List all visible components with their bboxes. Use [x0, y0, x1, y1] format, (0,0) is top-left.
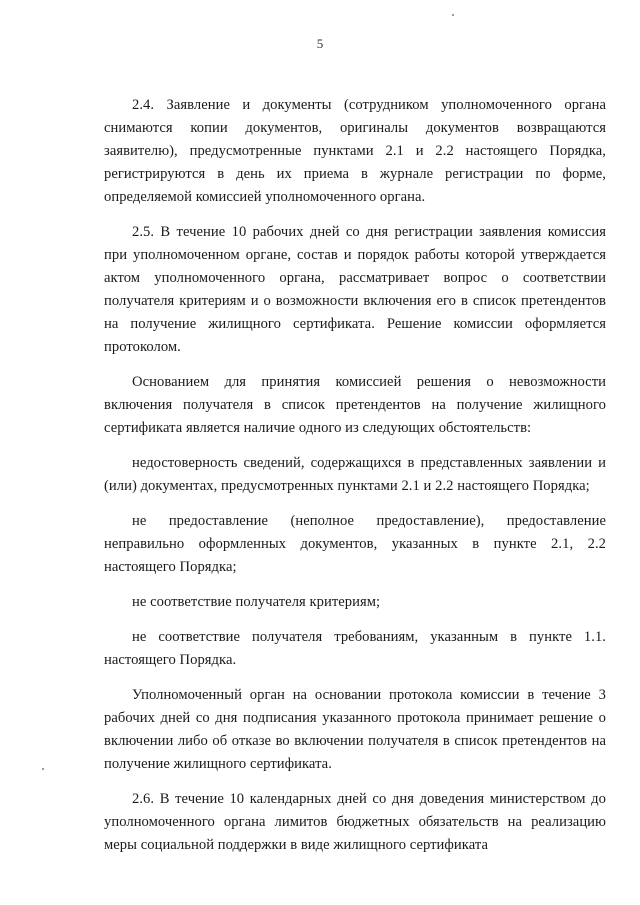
paragraph-refusal-grounds: Основанием для принятия комиссией решения о невозможности включения получателя в список претендентов на получение жилищного сертификата является наличие одного из следующих обстоятельств: [104, 374, 606, 436]
paragraph-2-6: 2.6. В течение 10 календарных дней со дня доведения министерством до уполномоченного органа лимитов бюджетных обязательств на реализацию меры социальной поддержки в виде жилищного сертификата [104, 791, 606, 853]
page-number: 5 [316, 36, 324, 51]
list-item-missing-documents: не предоставление (неполное предоставление), предоставление неправильно оформленных документов, указанных в пункте 2.1, 2.2 настоящего Порядка; [104, 513, 606, 575]
scan-speck [452, 14, 454, 16]
list-item-requirements-mismatch: не соответствие получателя требованиям, указанным в пункте 1.1. настоящего Порядка. [104, 629, 606, 668]
list-item-criteria-mismatch: не соответствие получателя критериям; [132, 594, 381, 610]
document-body [104, 94, 606, 869]
paragraph-2-4: 2.4. Заявление и документы (сотрудником уполномоченного органа снимаются копии документов, оригиналы документов возвращаются заявителю), предусмотренные пунктами 2.1 и 2.2 настоящего Порядка, регистрируются в день их приема в журнале регистрации по форме, определяемой комиссией уполномоченного органа. [104, 97, 606, 205]
paragraph-2-5: 2.5. В течение 10 рабочих дней со дня регистрации заявления комиссия при уполномоченном органе, состав и порядок работы которой утверждается актом уполномоченного органа, рассматривает вопрос о соответствии получателя критериям и о возможности включения его в список претендентов на получение жилищного сертификата. Решение комиссии оформляется протоколом. [104, 224, 606, 355]
scan-speck [42, 768, 44, 770]
paragraph-decision: Уполномоченный орган на основании протокола комиссии в течение 3 рабочих дней со дня подписания указанного протокола принимает решение о включении либо об отказе во включении получателя в список претендентов на получение жилищного сертификата. [104, 687, 606, 772]
list-item-unreliable-info: недостоверность сведений, содержащихся в представленных заявлении и (или) документах, предусмотренных пунктами 2.1 и 2.2 настоящего Порядка; [104, 455, 606, 494]
